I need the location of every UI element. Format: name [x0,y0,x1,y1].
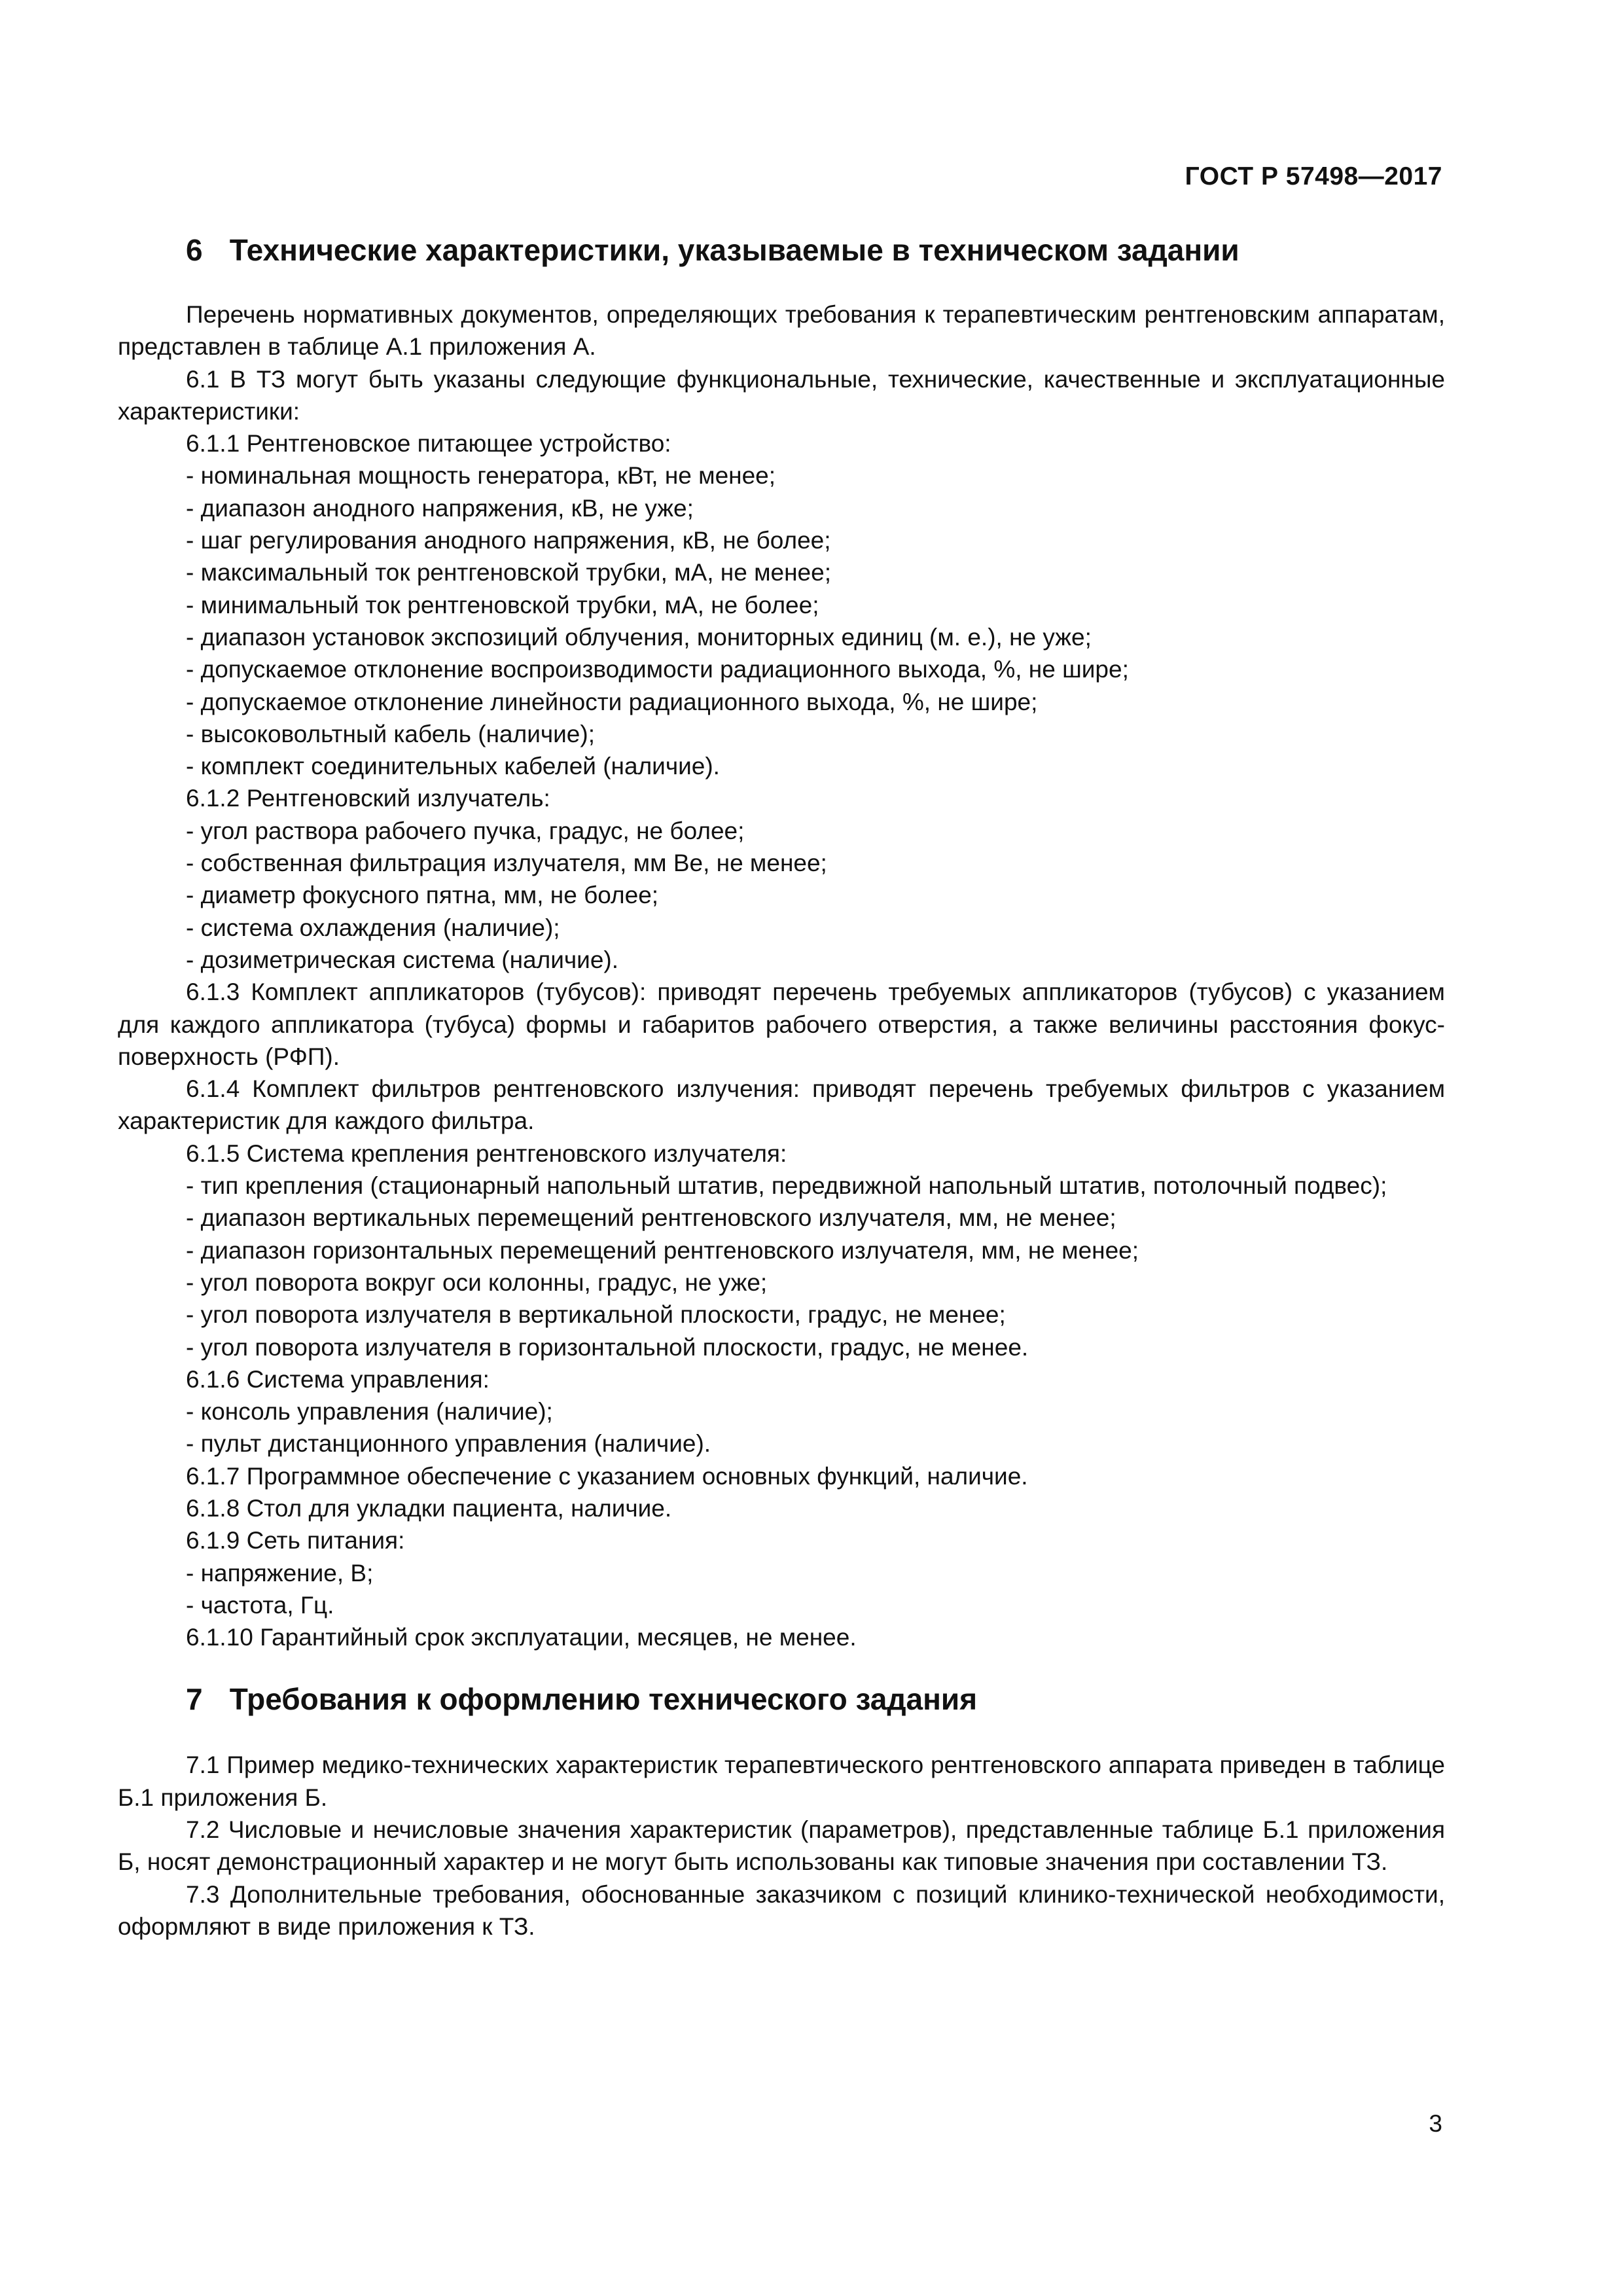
section-7-title: Требования к оформлению технического задания [229,1682,978,1717]
page-number: 3 [1429,2110,1442,2137]
list-item: - номинальная мощность генератора, кВт, не менее; [186,462,776,490]
list-6-1-2 [118,815,1445,976]
clause-6-1-7: 6.1.7 Программное обеспечение с указанием основных функций, наличие. [186,1462,1028,1490]
list-item: - допускаемое отклонение воспроизводимости радиационного выхода, %, не шире; [186,656,1129,683]
list-item: - система охлаждения (наличие); [186,914,560,941]
clause-6-1-4: 6.1.4 Комплект фильтров рентгеновского излучения: приводят перечень требуемых фильтров с указанием характеристик для каждого фильтра. [118,1075,1445,1135]
clause-6-1-5-type: - тип крепления (стационарный напольный штатив, передвижной напольный штатив, потолочный подвес); [186,1172,1387,1200]
list-item: - диапазон установок экспозиций облучения, мониторных единиц (м. е.), не уже; [186,623,1092,651]
list-item: - комплект соединительных кабелей (наличие). [186,753,720,780]
section-7-number: 7 [186,1682,203,1717]
clause-7-3: 7.3 Дополнительные требования, обоснованные заказчиком с позиций клинико-технической необходимости, оформляют в виде приложения к ТЗ. [118,1880,1445,1940]
list-item: - напряжение, В; [186,1559,374,1587]
clause-6-1-5: 6.1.5 Система крепления рентгеновского излучателя: [186,1139,787,1167]
list-item: - угол поворота излучателя в вертикальной плоскости, градус, не менее; [186,1301,1006,1329]
list-6-1-1 [118,459,1445,782]
list-item: - допускаемое отклонение линейности радиационного выхода, %, не шире; [186,688,1038,715]
list-6-1-6 [118,1395,1445,1460]
clause-6-1-3: 6.1.3 Комплект аппликаторов (тубусов): приводят перечень требуемых аппликаторов (тубусов) с указанием для каждого аппликатора (тубуса) формы и габаритов рабочего отверстия, а также величины расстояния фокус-поверхность (РФП). [118,978,1445,1070]
list-item: - шаг регулирования анодного напряжения, кВ, не более; [186,527,831,554]
list-item: - максимальный ток рентгеновской трубки, мА, не менее; [186,559,831,586]
clause-6-1-1: 6.1.1 Рентгеновское питающее устройство: [186,430,671,457]
clause-7-2: 7.2 Числовые и нечисловые значения характеристик (параметров), представленные таблице Б.1 приложения Б, носят демонстрационный характер и не могут быть использованы как типовые значения при составлении ТЗ. [118,1816,1445,1876]
clause-7-1: 7.1 Пример медико-технических характеристик терапевтического рентгеновского аппарата приведен в таблице Б.1 приложения Б. [118,1751,1445,1811]
list-item: - минимальный ток рентгеновской трубки, мА, не более; [186,591,819,619]
list-item: - угол поворота излучателя в горизонтальной плоскости, градус, не менее. [186,1333,1029,1361]
list-item: - частота, Гц. [186,1591,334,1619]
clause-6-1: 6.1 В ТЗ могут быть указаны следующие функциональные, технические, качественные и эксплуатационные характеристики: [118,365,1445,425]
clause-6-1-2: 6.1.2 Рентгеновский излучатель: [186,785,550,812]
section-6-heading [118,229,1445,271]
list-item: - собственная фильтрация излучателя, мм Be, не менее; [186,850,827,877]
list-item: - дозиметрическая система (наличие). [186,946,618,973]
section-7-heading [118,1678,1445,1720]
list-item: - диапазон анодного напряжения, кВ, не уже; [186,494,694,522]
list-6-1-9 [118,1557,1445,1622]
clause-6-1-9: 6.1.9 Сеть питания: [186,1527,405,1554]
list-item: - консоль управления (наличие); [186,1398,553,1426]
section-6-title: Технические характеристики, указываемые в техническом задании [229,233,1240,267]
section-6-intro: Перечень нормативных документов, определяющих требования к терапевтическим рентгеновским аппаратам, представлен в таблице А.1 приложения А. [118,301,1445,361]
list-item: - высоковольтный кабель (наличие); [186,720,595,747]
document-code: ГОСТ Р 57498—2017 [1185,162,1442,190]
list-item: - угол поворота вокруг оси колонны, градус, не уже; [186,1268,768,1296]
page-content [118,229,1445,1943]
list-item: - диапазон горизонтальных перемещений рентгеновского излучателя, мм, не менее; [186,1236,1139,1264]
clause-6-1-6: 6.1.6 Система управления: [186,1365,490,1393]
list-item: - диаметр фокусного пятна, мм, не более; [186,882,659,909]
list-6-1-5 [118,1202,1445,1363]
list-item: - диапазон вертикальных перемещений рентгеновского излучателя, мм, не менее; [186,1204,1116,1232]
section-6-number: 6 [186,233,203,267]
list-item: - пульт дистанционного управления (наличие). [186,1430,711,1458]
clause-6-1-8: 6.1.8 Стол для укладки пациента, наличие. [186,1494,672,1522]
clause-6-1-10: 6.1.10 Гарантийный срок эксплуатации, месяцев, не менее. [186,1624,857,1651]
list-item: - угол раствора рабочего пучка, градус, не более; [186,817,745,844]
